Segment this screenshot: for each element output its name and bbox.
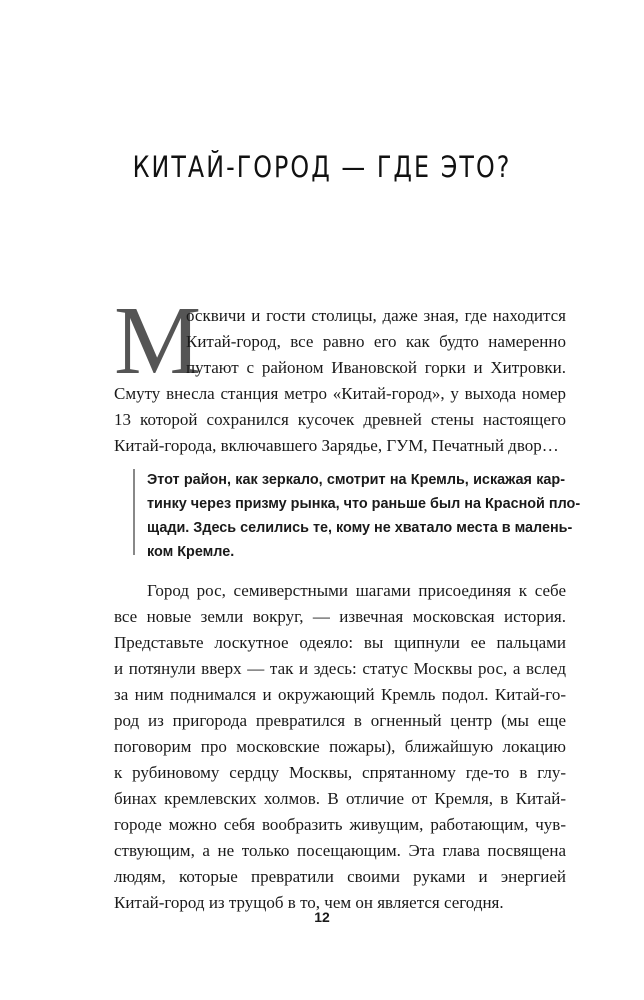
intro-line: Смуту внесла станция метро «Китай-город», у выхода номер	[114, 384, 566, 403]
quote-line: щади. Здесь селились те, кому не хватало места в малень-	[147, 520, 573, 536]
body-line: людям, которые превратили своими руками и энергией	[114, 867, 566, 886]
body-line: поговорим про московские пожары), ближайшую локацию	[114, 737, 566, 756]
page-number: 12	[314, 909, 330, 925]
intro-line: 13 которой сохранился кусочек древней стены настоящего	[114, 410, 566, 429]
quote-line: ком Кремле.	[147, 544, 235, 560]
quote-bar	[133, 469, 135, 555]
intro-line: Китай-город, все равно его как будто намеренно	[186, 332, 566, 351]
body-line: Китай-город из трущоб в то, чем он является сегодня.	[114, 893, 504, 912]
body-line: ствующим, а не только посещающим. Эта глава посвящена	[114, 841, 566, 860]
body-line: Город рос, семиверстными шагами присоединяя к себе	[147, 581, 566, 600]
body-line: и потянули вверх — так и здесь: статус Москвы рос, а вслед	[114, 659, 566, 678]
body-line: городе можно себя вообразить живущим, работающим, чув-	[114, 815, 566, 834]
body-line: род из пригорода превратился в огненный центр (мы еще	[114, 711, 566, 730]
intro-line: осквичи и гости столицы, даже зная, где находится	[186, 306, 566, 325]
drop-cap: М	[114, 287, 202, 395]
body-line: все новые земли вокруг, — извечная московская история.	[114, 607, 566, 626]
body-line: за ним поднимался и окружающий Кремль подол. Китай-го-	[114, 685, 566, 704]
body-line: бинах кремлевских холмов. В отличие от Кремля, в Китай-	[114, 789, 566, 808]
quote-line: Этот район, как зеркало, смотрит на Кремль, искажая кар-	[147, 472, 565, 488]
body-line: к рубиновому сердцу Москвы, спрятанному где-то в глу-	[114, 763, 566, 782]
quote-line: тинку через призму рынка, что раньше был на Красной пло-	[147, 496, 581, 512]
intro-line: Китай-города, включавшего Зарядье, ГУМ, Печатный двор…	[114, 436, 559, 455]
intro-line: путают с районом Ивановской горки и Хитровки.	[186, 358, 566, 377]
body-line: Представьте лоскутное одеяло: вы щипнули ее пальцами	[114, 633, 566, 652]
chapter-title: КИТАЙ-ГОРОД — ГДЕ ЭТО?	[132, 150, 512, 184]
